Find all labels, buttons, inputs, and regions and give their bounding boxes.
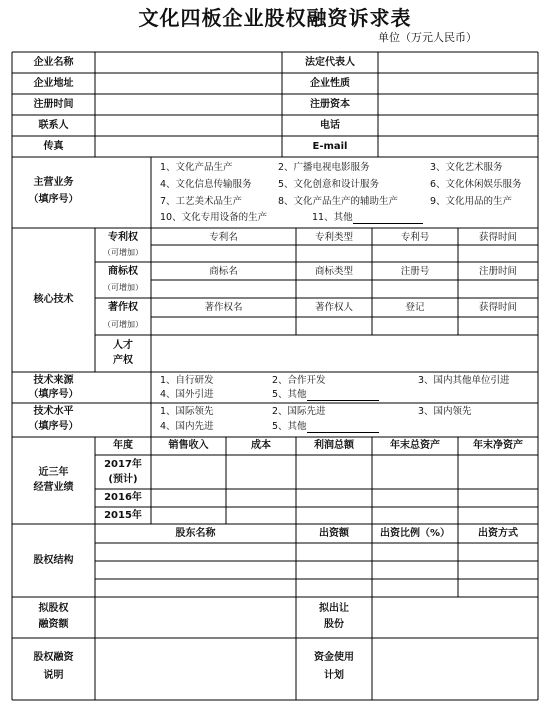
fax-label: 传真 — [43, 141, 64, 152]
business-option: 9、文化用品的生产 — [430, 196, 513, 207]
equity-structure-label: 股权结构 — [33, 555, 74, 566]
transfer-shares-label: 拟出让 — [319, 603, 349, 614]
trademark-col-header: 注册时间 — [478, 266, 517, 277]
tech-source-option: 3、国内其他单位引进 — [418, 375, 510, 386]
copyright-col-header: 获得时间 — [478, 302, 517, 313]
copyright-addable-note: （可增加） — [103, 320, 143, 329]
talent-ip-label-line2: 产权 — [113, 355, 133, 366]
year-2015-label: 2015年 — [104, 510, 142, 521]
business-option: 4、文化信息传输服务 — [160, 179, 252, 190]
tech-level-label: 技术水平 — [33, 406, 74, 417]
fax-field[interactable] — [96, 137, 281, 156]
performance-label: 近三年 — [38, 467, 69, 478]
tech-level-option-other: 5、其他 — [272, 421, 379, 433]
financing-amount-label-line2: 融资额 — [38, 619, 69, 630]
tech-level-option: 4、国内先进 — [160, 421, 214, 432]
business-option: 1、文化产品生产 — [160, 162, 233, 173]
trademark-col-header: 商标名 — [209, 266, 238, 277]
patent-col-header: 获得时间 — [478, 232, 517, 243]
business-option: 2、广播电视电影服务 — [278, 162, 370, 173]
equity-financing-note-label: 股权融资 — [33, 652, 74, 663]
reg-time-label: 注册时间 — [33, 99, 74, 110]
patent-addable-note: （可增加） — [103, 248, 143, 257]
equity-financing-note-label-line2: 说明 — [43, 670, 64, 681]
year-2016-label: 2016年 — [104, 492, 142, 503]
business-option: 8、文化产品生产的辅助生产 — [278, 196, 399, 207]
reg-capital-label: 注册资本 — [310, 99, 350, 110]
perf-col-header: 年末总资产 — [390, 440, 440, 451]
email-field[interactable] — [379, 137, 537, 156]
equity-financing-note-field[interactable] — [96, 639, 295, 699]
patent-col-header: 专利号 — [400, 232, 430, 243]
year-2017-label: 2017年 — [104, 459, 142, 470]
fund-usage-plan-label-line2: 计划 — [324, 670, 344, 681]
perf-col-header: 成本 — [251, 440, 271, 451]
tech-level-option: 1、国际领先 — [160, 406, 214, 417]
perf-col-header: 利润总额 — [314, 440, 354, 451]
patent-col-header: 专利名 — [209, 232, 238, 243]
patent-label: 专利权 — [108, 232, 138, 243]
form-title: 文化四板企业股权融资诉求表 — [138, 6, 412, 30]
trademark-col-header: 注册号 — [400, 266, 430, 277]
patent-col-header: 专利类型 — [314, 232, 353, 243]
transfer-shares-label-line2: 股份 — [324, 619, 344, 630]
equity-col-header: 出资方式 — [478, 528, 518, 539]
legal-rep-label: 法定代表人 — [305, 57, 355, 68]
nature-field[interactable] — [379, 74, 537, 93]
business-option: 6、文化休闲娱乐服务 — [430, 179, 522, 190]
copyright-col-header: 著作权名 — [204, 302, 243, 313]
equity-col-header: 股东名称 — [175, 528, 216, 539]
copyright-col-header: 著作权人 — [314, 302, 353, 313]
business-option-other: 11、其他 — [312, 212, 423, 224]
copyright-col-header: 登记 — [405, 302, 425, 313]
contact-label: 联系人 — [38, 120, 69, 131]
trademark-col-header: 商标类型 — [314, 266, 353, 277]
contact-field[interactable] — [96, 116, 281, 135]
company-name-label: 企业名称 — [33, 57, 74, 68]
perf-col-header: 年度 — [113, 440, 133, 451]
year-2017-forecast-note: (预计) — [108, 474, 138, 485]
reg-time-field[interactable] — [96, 95, 281, 114]
fund-usage-plan-field[interactable] — [373, 639, 537, 699]
financing-amount-label: 拟股权 — [38, 603, 69, 614]
copyright-label: 著作权 — [108, 302, 138, 313]
transfer-shares-field[interactable] — [373, 598, 537, 637]
unit-note: 单位（万元人民币） — [378, 31, 477, 44]
tech-level-option: 3、国内领先 — [418, 406, 472, 417]
business-option: 5、文化创意和设计服务 — [278, 179, 380, 190]
business-option: 10、文化专用设备的生产 — [160, 212, 268, 223]
talent-ip-label: 人才 — [113, 340, 133, 351]
main-business-field[interactable] — [96, 158, 150, 227]
tech-source-option: 1、自行研发 — [160, 375, 214, 386]
main-business-hint: （填序号） — [28, 194, 79, 205]
phone-label: 电话 — [320, 120, 340, 131]
tech-source-label: 技术来源 — [33, 375, 74, 386]
tech-level-hint: （填序号） — [28, 421, 79, 432]
address-field[interactable] — [96, 74, 281, 93]
business-option: 3、文化艺术服务 — [430, 162, 503, 173]
legal-rep-field[interactable] — [379, 53, 537, 72]
tech-level-option: 2、国际先进 — [272, 406, 326, 417]
core-tech-label: 核心技术 — [33, 294, 74, 305]
main-business-label: 主营业务 — [33, 177, 74, 188]
tech-source-field[interactable] — [96, 373, 150, 402]
email-label: E-mail — [312, 141, 348, 152]
reg-capital-field[interactable] — [379, 95, 537, 114]
trademark-addable-note: （可增加） — [103, 283, 143, 292]
company-name-field[interactable] — [96, 53, 281, 72]
fund-usage-plan-label: 资金使用 — [314, 652, 354, 663]
tech-source-option-other: 5、其他 — [272, 389, 379, 401]
performance-label-line2: 经营业绩 — [33, 482, 74, 493]
tech-source-hint: （填序号） — [28, 389, 79, 400]
tech-level-field[interactable] — [96, 404, 150, 436]
trademark-label: 商标权 — [108, 266, 138, 277]
tech-source-option: 4、国外引进 — [160, 389, 214, 400]
equity-col-header: 出资额 — [319, 528, 349, 539]
phone-field[interactable] — [379, 116, 537, 135]
perf-col-header: 销售收入 — [168, 440, 209, 451]
perf-col-header: 年末净资产 — [473, 440, 523, 451]
equity-col-header: 出资比例（%） — [379, 528, 451, 539]
financing-amount-field[interactable] — [96, 598, 295, 637]
tech-source-option: 2、合作开发 — [272, 375, 326, 386]
address-label: 企业地址 — [33, 78, 74, 89]
business-option: 7、工艺美术品生产 — [160, 196, 243, 207]
nature-label: 企业性质 — [310, 78, 350, 89]
